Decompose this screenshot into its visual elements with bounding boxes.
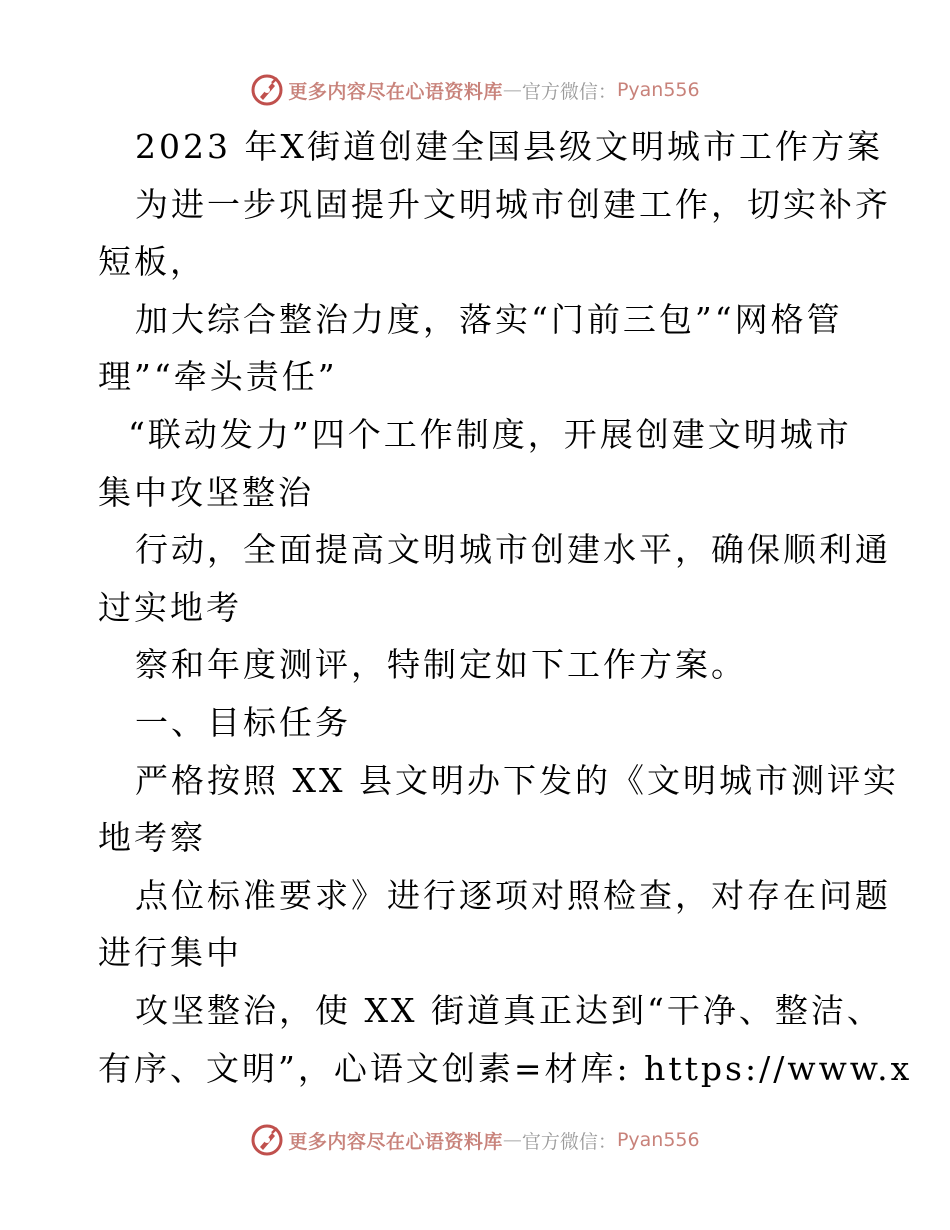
paragraph-line: 集中攻坚整治 xyxy=(98,472,314,512)
banner-main-text: 更多内容尽在心语资料库 xyxy=(288,80,503,103)
paragraph-line: 有序、文明”，心语文创素=材库: https://www.x xyxy=(98,1048,913,1088)
banner-wechat-id: Pyan556 xyxy=(616,1129,700,1151)
banner-separator: — xyxy=(502,1129,522,1151)
paragraph-line: 察和年度测评，特制定如下工作方案。 xyxy=(135,645,747,685)
paragraph-line: 进行集中 xyxy=(98,933,242,973)
section-heading: 一、目标任务 xyxy=(135,702,351,742)
banner-official-label: 官方微信： xyxy=(521,1130,617,1153)
paragraph-line: 地考察 xyxy=(98,818,206,858)
document-body xyxy=(98,118,913,1097)
paragraph-line: 过实地考 xyxy=(98,587,242,627)
paragraph-line: 攻坚整治，使 XX 街道真正达到“干净、整洁、 xyxy=(135,990,883,1030)
document-title: 2023 年X街道创建全国县级文明城市工作方案 xyxy=(135,127,883,166)
paragraph-line: “联动发力”四个工作制度，开展创建文明城市 xyxy=(128,414,852,454)
header-banner xyxy=(0,70,950,110)
paragraph-line: 点位标准要求》进行逐项对照检查，对存在问题 xyxy=(135,875,891,915)
paragraph-line: 加大综合整治力度，落实“门前三包”“网格管 xyxy=(135,299,843,339)
paragraph-line: 严格按照 XX 县文明办下发的《文明城市测评实 xyxy=(135,760,899,800)
pen-logo-icon xyxy=(250,73,284,107)
paragraph-line: 短板， xyxy=(98,242,206,282)
banner-main-text: 更多内容尽在心语资料库 xyxy=(288,1130,503,1153)
paragraph-line: 行动，全面提高文明城市创建水平，确保顺利通 xyxy=(135,530,891,570)
footer-banner xyxy=(0,1120,950,1160)
banner-wechat-id: Pyan556 xyxy=(616,79,700,101)
paragraph-line: 为进一步巩固提升文明城市创建工作，切实补齐 xyxy=(135,184,891,224)
paragraph-line: 理”“牵头责任” xyxy=(98,357,338,397)
banner-separator: — xyxy=(502,79,522,101)
pen-logo-icon xyxy=(250,1123,284,1157)
banner-official-label: 官方微信： xyxy=(521,80,617,103)
